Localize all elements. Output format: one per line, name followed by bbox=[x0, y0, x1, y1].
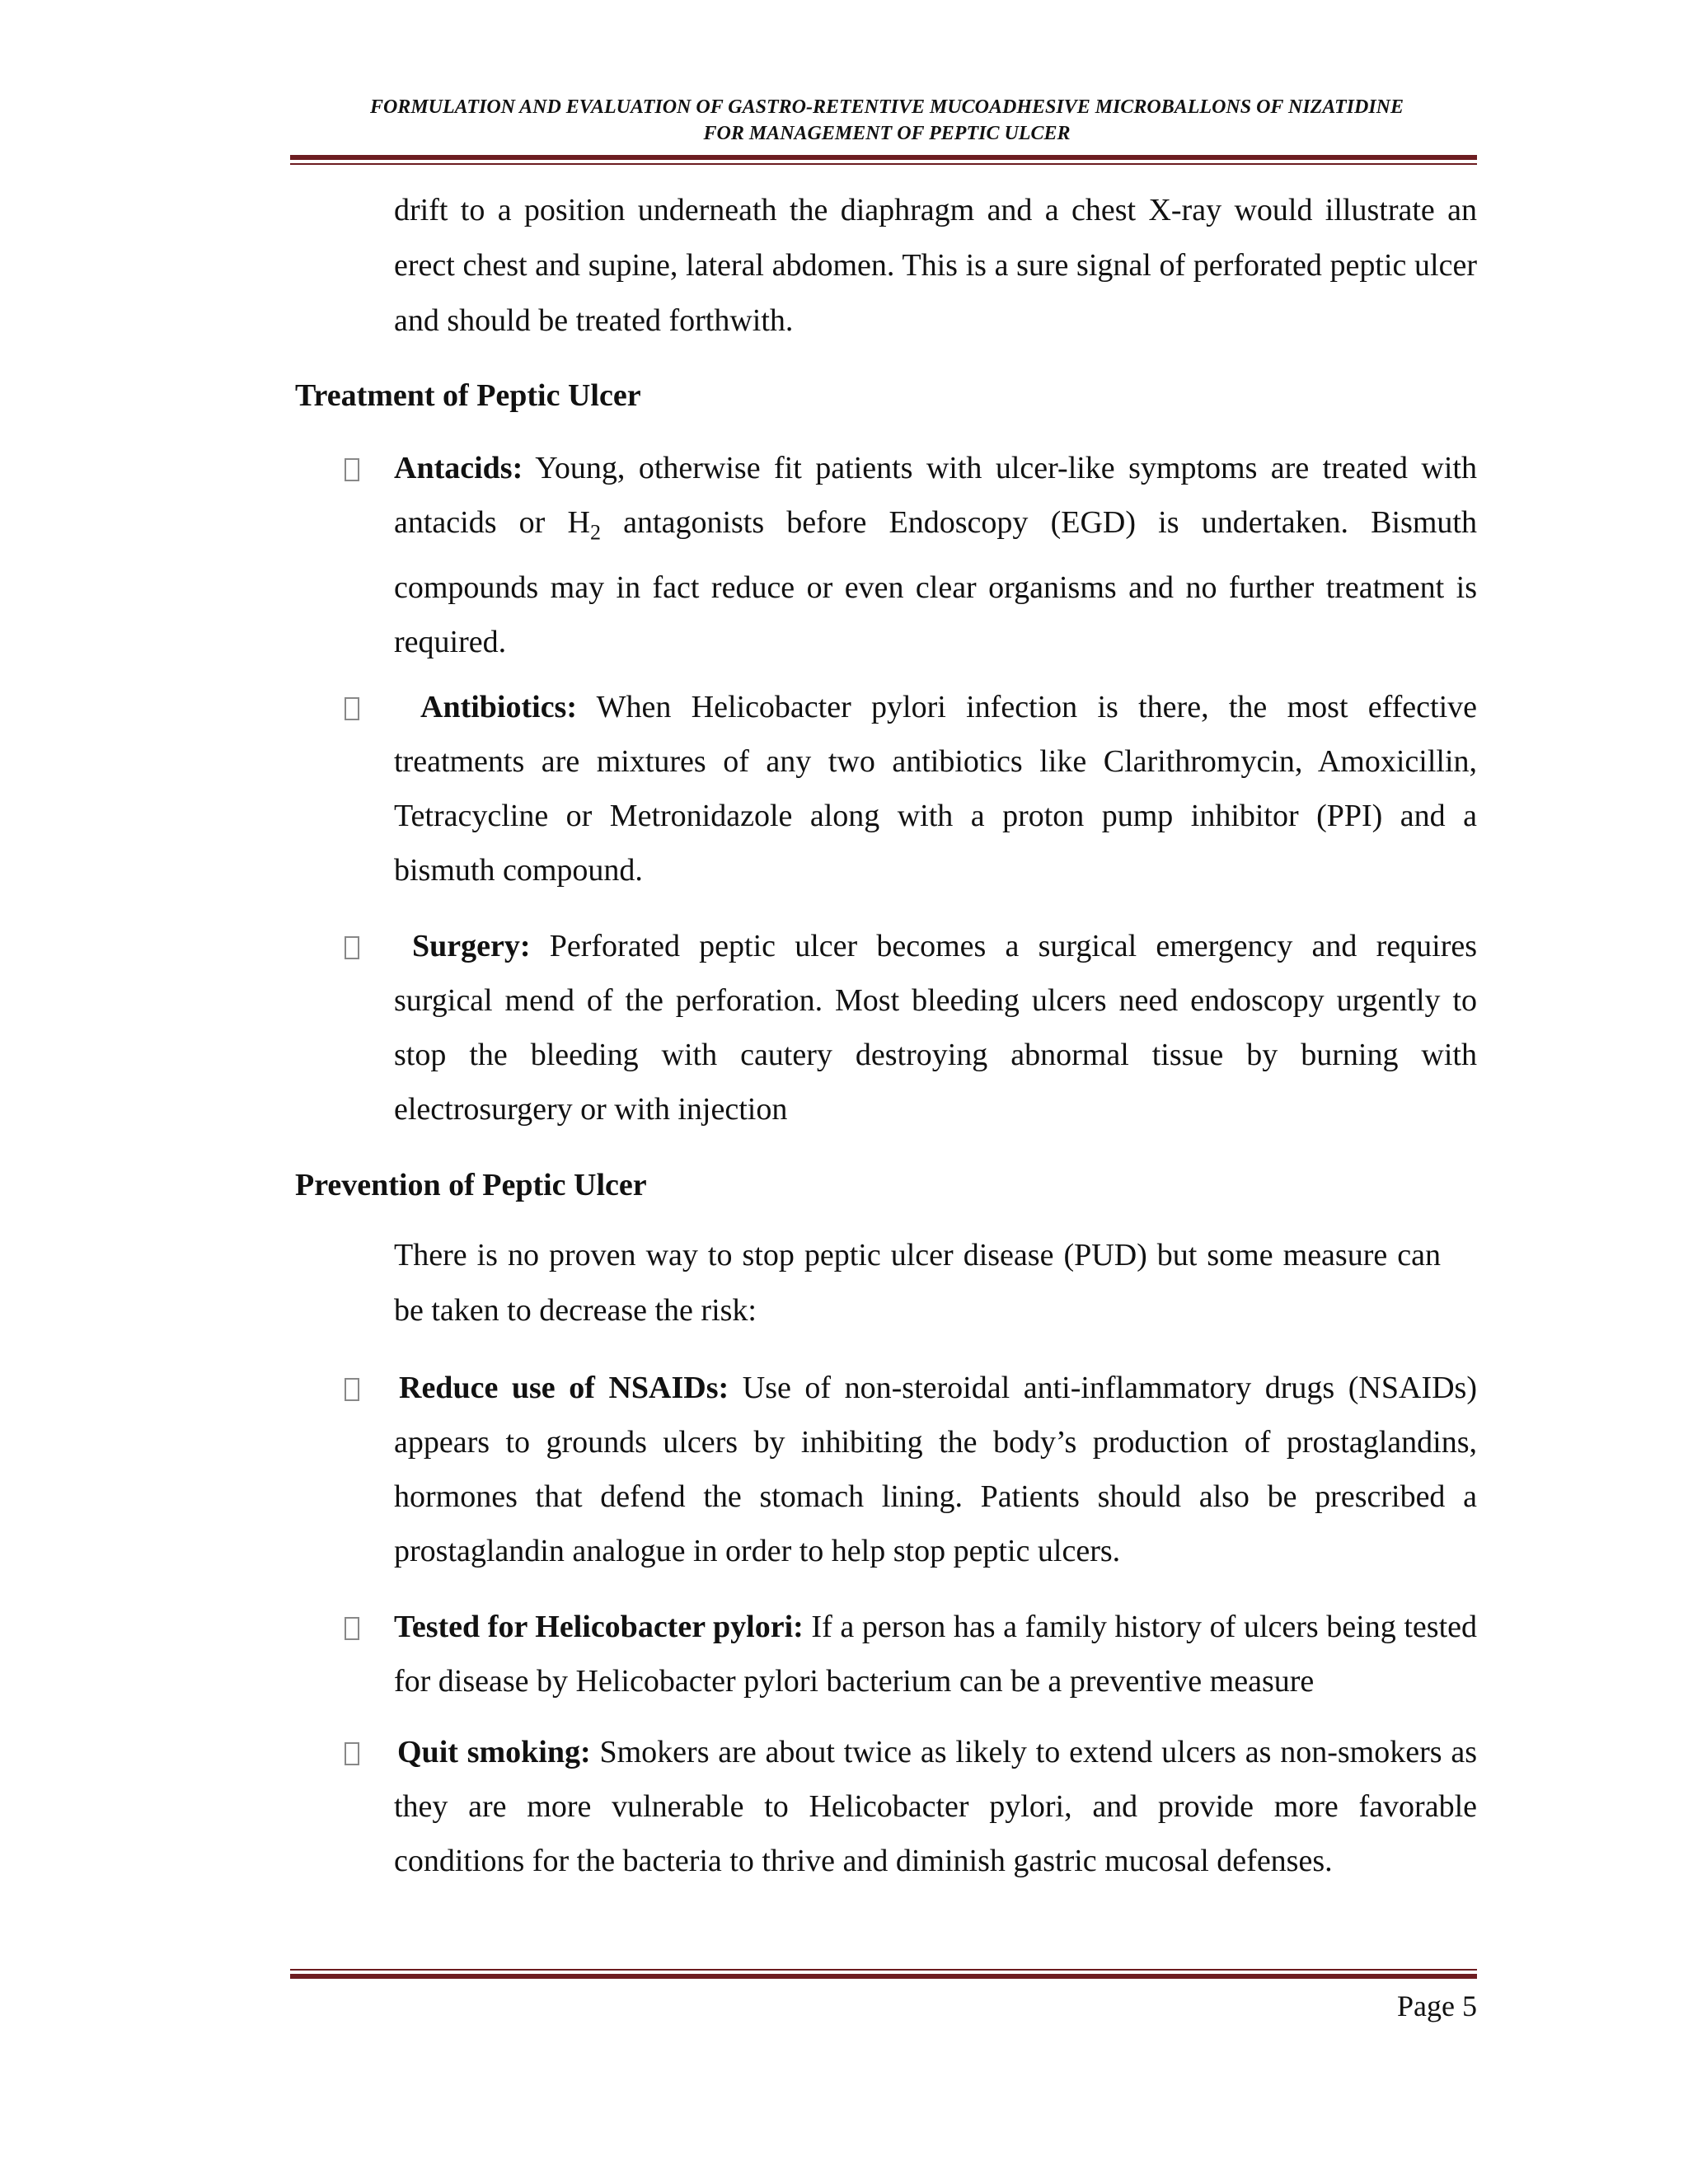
treatment-item-surgery bbox=[394, 919, 1477, 1137]
treatment-heading: Treatment of Peptic Ulcer bbox=[295, 378, 641, 413]
running-header bbox=[297, 94, 1477, 147]
prevention-intro: There is no proven way to stop peptic ulcer disease (PUD) but some measure can be taken to decrease the risk: bbox=[394, 1238, 1441, 1328]
footer-rule-thick bbox=[290, 1974, 1477, 1979]
item-text: When Helicobacter pylori infection is there, the most effective treatments are mixtures of any two antibiotics like Clarithromycin, Amoxicillin, Tetracycline or Metronidazole along with a proton pump inhibitor (PPI) and a bismuth compound. bbox=[394, 690, 1477, 888]
item-term: Quit smoking: bbox=[397, 1735, 591, 1769]
bullet-icon bbox=[345, 697, 359, 720]
header-rule-thick bbox=[290, 155, 1477, 160]
footer-rule-thin bbox=[290, 1969, 1477, 1971]
item-text: Smokers are about twice as likely to extend ulcers as non-smokers as they are more vulnerable to Helicobacter pylori, and provide more favorable conditions for the bacteria to thrive and diminish gastric mucosal defenses. bbox=[394, 1735, 1477, 1878]
header-rule-thin bbox=[290, 163, 1477, 165]
item-text-cont: antagonists before Endoscopy (EGD) is undertaken. Bismuth compounds may in fact reduce or even clear organisms and no further treatment is required. bbox=[394, 505, 1477, 659]
prevention-item-quit-smoking bbox=[394, 1725, 1477, 1888]
bullet-icon bbox=[345, 936, 359, 959]
bullet-icon bbox=[345, 458, 359, 481]
bullet-icon bbox=[345, 1378, 359, 1401]
treatment-item-antibiotics bbox=[394, 680, 1477, 898]
item-text: Young, otherwise fit patients with ulcer-like symptoms are treated with antacids or H bbox=[394, 451, 1477, 540]
item-term: Reduce use of NSAIDs: bbox=[399, 1371, 729, 1405]
bullet-icon bbox=[345, 1742, 359, 1765]
item-term: Tested for Helicobacter pylori: bbox=[394, 1610, 804, 1644]
item-term: Surgery: bbox=[412, 929, 531, 963]
page-number: Page 5 bbox=[1397, 1990, 1477, 2022]
header-line-2: FOR MANAGEMENT OF PEPTIC ULCER bbox=[703, 123, 1071, 144]
header-line-1: FORMULATION AND EVALUATION OF GASTRO-RETENTIVE MUCOADHESIVE MICROBALLONS OF NIZATIDINE bbox=[369, 96, 1404, 118]
item-subscript: 2 bbox=[589, 520, 601, 545]
item-term: Antacids: bbox=[394, 451, 523, 485]
bullet-icon bbox=[345, 1617, 359, 1640]
item-text: Perforated peptic ulcer becomes a surgical emergency and requires surgical mend of the perforation. Most bleeding ulcers need endoscopy urgently to stop the bleeding with cautery destroying abnormal tissue by burning with electrosurgery or with injection bbox=[394, 929, 1477, 1127]
prevention-item-nsaids bbox=[394, 1361, 1477, 1578]
prevention-item-h-pylori bbox=[394, 1600, 1477, 1708]
treatment-item-antacids bbox=[394, 441, 1477, 669]
prevention-heading: Prevention of Peptic Ulcer bbox=[295, 1168, 647, 1202]
item-term: Antibiotics: bbox=[420, 690, 577, 724]
intro-paragraph: drift to a position underneath the diaphragm and a chest X-ray would illustrate an erect chest and supine, lateral abdomen. This is a sure signal of perforated peptic ulcer and should be treated forthwith. bbox=[394, 193, 1477, 338]
item-text: Use of non-steroidal anti-inflammatory drugs (NSAIDs) appears to grounds ulcers by inhibiting the body’s production of prostaglandins, hormones that defend the stomach lining. Patients should also be prescribed a prostaglandin analogue in order to help stop peptic ulcers. bbox=[394, 1371, 1477, 1568]
item-text: If a person has a family history of ulcers being tested for disease by Helicobacter pylori bacterium can be a preventive measure bbox=[394, 1610, 1478, 1699]
